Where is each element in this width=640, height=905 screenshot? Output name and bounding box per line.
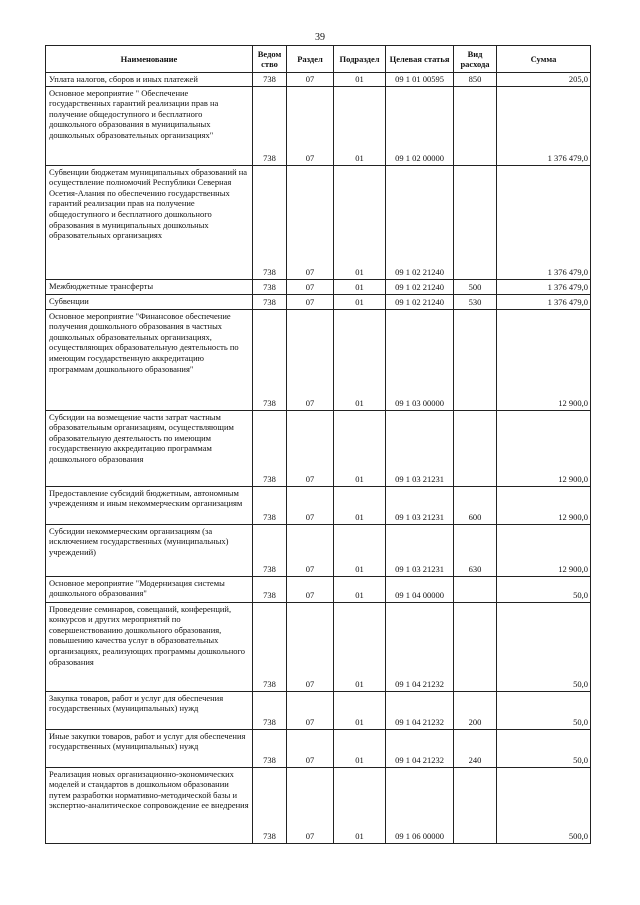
row-podrazdel: 01	[334, 691, 386, 729]
table-row	[46, 576, 591, 602]
table-row	[46, 309, 591, 410]
row-summa: 50,0	[497, 691, 591, 729]
table-row	[46, 294, 591, 309]
row-summa: 1 376 479,0	[497, 279, 591, 294]
row-vedom: 738	[253, 486, 287, 524]
row-vid: 530	[454, 294, 497, 309]
row-name: Проведение семинаров, совещаний, конференций, конкурсов и других мероприятий по совершенствованию дошкольного образования, повышению качества услуг в образовательных организациях, реализующих программы дошкольного образования	[46, 602, 253, 691]
table-row	[46, 279, 591, 294]
row-summa: 205,0	[497, 73, 591, 87]
row-vedom: 738	[253, 602, 287, 691]
row-vedom: 738	[253, 279, 287, 294]
row-vedom: 738	[253, 524, 287, 576]
row-summa: 50,0	[497, 602, 591, 691]
row-summa: 1 376 479,0	[497, 165, 591, 279]
row-vedom: 738	[253, 410, 287, 486]
row-vid	[454, 576, 497, 602]
row-summa: 1 376 479,0	[497, 86, 591, 165]
row-vedom: 738	[253, 294, 287, 309]
row-celevaya: 09 1 04 21232	[386, 691, 454, 729]
row-razdel: 07	[287, 410, 334, 486]
row-celevaya: 09 1 03 21231	[386, 486, 454, 524]
row-vedom: 738	[253, 729, 287, 767]
table-row	[46, 410, 591, 486]
table-row	[46, 486, 591, 524]
row-razdel: 07	[287, 729, 334, 767]
row-vid: 240	[454, 729, 497, 767]
header-vedom: Ведом ство	[253, 46, 287, 73]
row-vid	[454, 165, 497, 279]
row-summa: 12 900,0	[497, 486, 591, 524]
row-vedom: 738	[253, 86, 287, 165]
row-podrazdel: 01	[334, 73, 386, 87]
row-podrazdel: 01	[334, 767, 386, 843]
row-vedom: 738	[253, 73, 287, 87]
row-podrazdel: 01	[334, 294, 386, 309]
table-row	[46, 165, 591, 279]
row-vid	[454, 309, 497, 410]
row-name: Предоставление субсидий бюджетным, автономным учреждениям и иным некоммерческим организациям	[46, 486, 253, 524]
header-razdel: Раздел	[287, 46, 334, 73]
row-name: Реализация новых организационно-экономических моделей и стандартов в дошкольном образовании путем разработки нормативно-методической базы и экспертно-аналитическое сопровождение ее внедрения	[46, 767, 253, 843]
table-row	[46, 602, 591, 691]
row-name: Основное мероприятие "Финансовое обеспечение получения дошкольного образования в частных дошкольных образовательных организациях, осуществляющих образовательную деятельность по имеющим государственную аккредитацию программам дошкольного образования"	[46, 309, 253, 410]
header-podrazdel: Подраздел	[334, 46, 386, 73]
row-podrazdel: 01	[334, 729, 386, 767]
row-name: Субвенции бюджетам муниципальных образований на осуществление полномочий Республики Северная Осетия-Алания по обеспечению государственных гарантий реализации прав на получение общедоступного и бесплатного дошкольного образования в муниципальных дошкольных образовательных организациях	[46, 165, 253, 279]
header-name: Наименование	[46, 46, 253, 73]
row-celevaya: 09 1 04 21232	[386, 729, 454, 767]
row-name: Субвенции	[46, 294, 253, 309]
row-summa: 500,0	[497, 767, 591, 843]
row-name: Уплата налогов, сборов и иных платежей	[46, 73, 253, 87]
row-celevaya: 09 1 02 21240	[386, 279, 454, 294]
row-razdel: 07	[287, 486, 334, 524]
row-razdel: 07	[287, 309, 334, 410]
row-razdel: 07	[287, 691, 334, 729]
row-name: Субсидии некоммерческим организациям (за исключением государственных (муниципальных) учреждений)	[46, 524, 253, 576]
row-name: Иные закупки товаров, работ и услуг для обеспечения государственных (муниципальных) нужд	[46, 729, 253, 767]
row-razdel: 07	[287, 524, 334, 576]
row-celevaya: 09 1 02 21240	[386, 294, 454, 309]
table-row	[46, 691, 591, 729]
table-row	[46, 86, 591, 165]
row-razdel: 07	[287, 165, 334, 279]
row-vid: 630	[454, 524, 497, 576]
row-vid: 850	[454, 73, 497, 87]
row-vedom: 738	[253, 309, 287, 410]
table-row	[46, 729, 591, 767]
row-podrazdel: 01	[334, 309, 386, 410]
row-vedom: 738	[253, 691, 287, 729]
row-celevaya: 09 1 03 21231	[386, 524, 454, 576]
page-number: 39	[315, 32, 325, 43]
row-celevaya: 09 1 06 00000	[386, 767, 454, 843]
row-celevaya: 09 1 01 00595	[386, 73, 454, 87]
row-celevaya: 09 1 03 21231	[386, 410, 454, 486]
header-celevaya: Целевая статья	[386, 46, 454, 73]
row-name: Основное мероприятие " Обеспечение государственных гарантий реализации прав на получение общедоступного и бесплатного дошкольного образования в муниципальных дошкольных образовательных организациях"	[46, 86, 253, 165]
row-name: Основное мероприятие "Модернизация системы дошкольного образования"	[46, 576, 253, 602]
row-podrazdel: 01	[334, 165, 386, 279]
header-vid: Вид расхода	[454, 46, 497, 73]
row-razdel: 07	[287, 86, 334, 165]
row-vedom: 738	[253, 576, 287, 602]
row-podrazdel: 01	[334, 576, 386, 602]
row-vid	[454, 767, 497, 843]
row-podrazdel: 01	[334, 486, 386, 524]
row-celevaya: 09 1 02 00000	[386, 86, 454, 165]
row-celevaya: 09 1 04 21232	[386, 602, 454, 691]
row-razdel: 07	[287, 294, 334, 309]
table-row	[46, 767, 591, 843]
row-summa: 12 900,0	[497, 309, 591, 410]
row-name: Субсидии на возмещение части затрат частным образовательным организациям, осуществляющим образовательную деятельность по имеющим государственную аккредитацию программам дошкольного образования	[46, 410, 253, 486]
row-vid	[454, 410, 497, 486]
row-summa: 50,0	[497, 729, 591, 767]
header-summa: Сумма	[497, 46, 591, 73]
row-summa: 12 900,0	[497, 410, 591, 486]
row-vedom: 738	[253, 165, 287, 279]
row-vid: 600	[454, 486, 497, 524]
row-name: Межбюджетные трансферты	[46, 279, 253, 294]
row-podrazdel: 01	[334, 524, 386, 576]
row-celevaya: 09 1 03 00000	[386, 309, 454, 410]
row-name: Закупка товаров, работ и услуг для обеспечения государственных (муниципальных) нужд	[46, 691, 253, 729]
row-razdel: 07	[287, 767, 334, 843]
table-row	[46, 524, 591, 576]
row-celevaya: 09 1 02 21240	[386, 165, 454, 279]
row-summa: 12 900,0	[497, 524, 591, 576]
row-podrazdel: 01	[334, 279, 386, 294]
row-vid	[454, 86, 497, 165]
row-podrazdel: 01	[334, 410, 386, 486]
row-razdel: 07	[287, 73, 334, 87]
row-razdel: 07	[287, 602, 334, 691]
row-celevaya: 09 1 04 00000	[386, 576, 454, 602]
row-razdel: 07	[287, 279, 334, 294]
row-vedom: 738	[253, 767, 287, 843]
row-summa: 50,0	[497, 576, 591, 602]
row-vid: 200	[454, 691, 497, 729]
table-row	[46, 73, 591, 87]
row-vid	[454, 602, 497, 691]
row-razdel: 07	[287, 576, 334, 602]
row-podrazdel: 01	[334, 86, 386, 165]
row-podrazdel: 01	[334, 602, 386, 691]
budget-table	[45, 45, 591, 844]
header-row	[46, 46, 591, 73]
row-vid: 500	[454, 279, 497, 294]
row-summa: 1 376 479,0	[497, 294, 591, 309]
